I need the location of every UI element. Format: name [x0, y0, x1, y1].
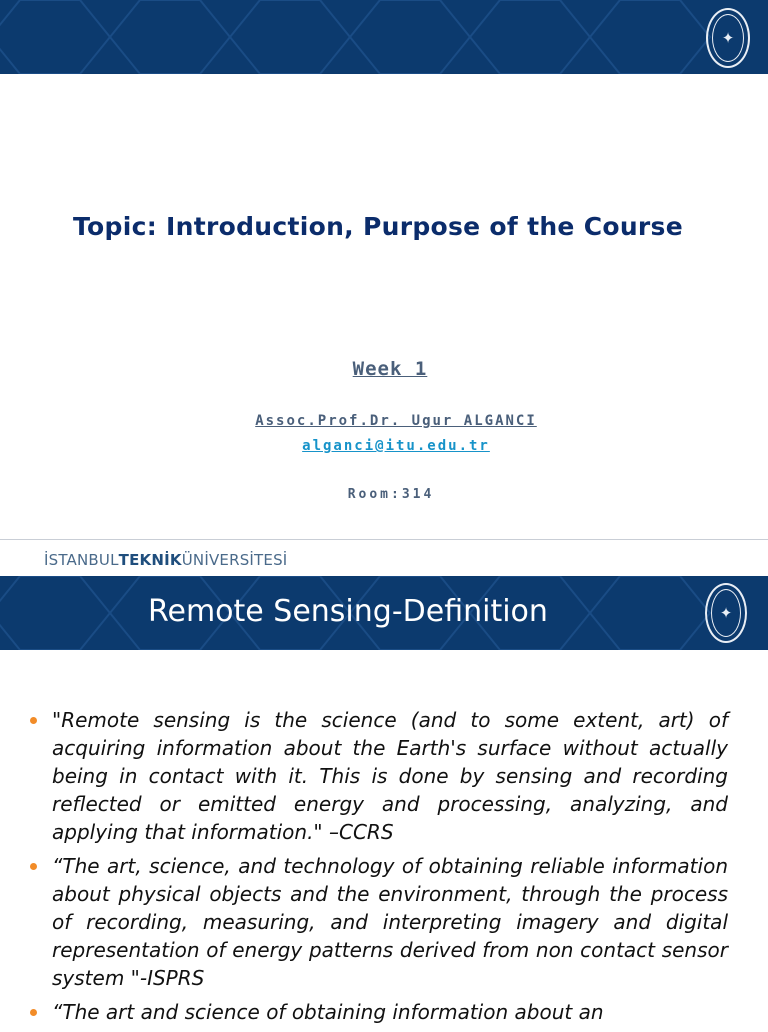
slide-title: Remote Sensing-Definition — [148, 594, 548, 629]
definition-item: “The art and science of obtaining information about an — [26, 998, 728, 1026]
university-seal-icon: ✦ — [706, 8, 750, 68]
room-label: Room:314 — [347, 487, 435, 502]
wordmark-part-2: TEKNİK — [118, 551, 182, 569]
definition-list — [26, 706, 728, 1032]
instructor-name: Assoc.Prof.Dr. Ugur ALGANCI — [255, 413, 537, 429]
hexagon-pattern — [0, 0, 768, 74]
definition-item: “The art, science, and technology of obtaining reliable information about physical objects and the environment, through the process of recording, measuring, and interpreting imagery and digital representation of energy patterns derived from non contact sensor system "-ISPRS — [26, 852, 728, 992]
topic-title: Topic: Introduction, Purpose of the Course — [73, 212, 683, 241]
header-banner — [0, 0, 768, 74]
week-label: Week 1 — [352, 358, 428, 380]
wordmark-part-3: ÜNİVERSİTESİ — [181, 551, 288, 569]
university-wordmark — [44, 551, 287, 569]
definition-item: "Remote sensing is the science (and to some extent, art) of acquiring information about the Earth's surface without actually being in contact with it. This is done by sensing and recording reflected or emitted energy and processing, analyzing, and applying that information." –CCRS — [26, 706, 728, 846]
footer-divider — [0, 539, 768, 540]
university-seal-icon: ✦ — [705, 583, 747, 643]
instructor-email-link[interactable]: alganci@itu.edu.tr — [302, 438, 490, 454]
wordmark-part-1: İSTANBUL — [44, 551, 119, 569]
